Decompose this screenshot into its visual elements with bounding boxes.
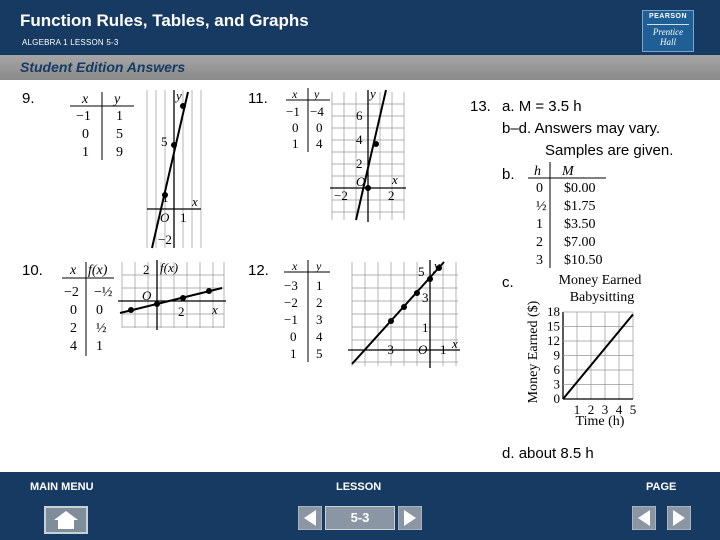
- problem-13-a: [502, 98, 582, 115]
- p9-tick: −2: [158, 232, 172, 247]
- p9-tick: 1: [180, 210, 187, 225]
- p11-tick: 2: [356, 156, 363, 171]
- p9-cell: 5: [116, 127, 123, 142]
- p12-cell: −2: [284, 295, 298, 310]
- p13-cell: $10.50: [564, 253, 603, 268]
- lesson-prev-button[interactable]: [298, 506, 322, 530]
- logo-divider: [647, 24, 689, 25]
- problem-11-label: 11.: [248, 90, 268, 107]
- problem-13-b-table: [526, 160, 616, 270]
- p12-axis-y: y: [434, 258, 440, 273]
- chart-y-tick-label: 9: [553, 347, 560, 363]
- p13-cell: $0.00: [564, 181, 596, 196]
- problem-13-label: 13.: [470, 98, 491, 115]
- problem-13-d: [502, 445, 594, 462]
- problem-12-graph: [348, 258, 460, 368]
- chart-title-line-2: Babysitting: [569, 290, 635, 305]
- p13-header-h: h: [534, 164, 541, 179]
- page-next-button[interactable]: [667, 506, 691, 530]
- chart-y-tick-label: 15: [547, 318, 560, 334]
- logo-top-text: PEARSON: [648, 13, 688, 20]
- p10-cell: ½: [96, 321, 107, 336]
- chart-title-line-1: Money Earned: [558, 273, 642, 288]
- problem-9-graph: [147, 88, 201, 248]
- chart-x-tick-label: 3: [601, 402, 609, 417]
- p13-a-prefix: a.: [502, 98, 515, 115]
- p9-cell: −1: [76, 109, 91, 124]
- p11-cell: −1: [286, 104, 300, 119]
- header-bar: [0, 0, 720, 55]
- main-menu-label: MAIN MENU: [30, 481, 94, 493]
- p13-cell: $1.75: [564, 199, 596, 214]
- chart-y-tick-label: 18: [547, 304, 560, 319]
- p9-tick: 5: [161, 134, 168, 149]
- p12-cell: −3: [284, 278, 298, 293]
- problem-11-figure: [284, 86, 414, 226]
- p10-axis-x: x: [212, 302, 218, 317]
- p12-axis-x: x: [452, 336, 458, 351]
- p10-cell: 0: [70, 303, 77, 318]
- problem-11-graph: [330, 86, 406, 222]
- p13-cell: $7.00: [564, 235, 596, 250]
- p9-header-y: y: [114, 92, 121, 107]
- p11-axis-x: x: [392, 172, 398, 187]
- problem-9-table: [70, 92, 134, 160]
- problem-10-figure: [60, 258, 230, 358]
- p11-header-y: y: [314, 87, 320, 101]
- p13-cell: 2: [536, 235, 543, 250]
- p9-cell: 0: [82, 127, 89, 142]
- chart-y-tick-label: 6: [553, 362, 560, 377]
- p11-origin: O: [356, 174, 366, 189]
- problem-13-samples-note: Samples are given.: [545, 142, 674, 159]
- problem-10-graph: [118, 260, 226, 330]
- section-label: Student Edition Answers: [20, 59, 186, 75]
- p13-cell: $3.50: [564, 217, 596, 232]
- p11-cell: 0: [316, 120, 323, 135]
- p11-tick: 4: [356, 132, 363, 147]
- p10-tick: 2: [143, 262, 150, 277]
- problem-10-label: 10.: [22, 262, 43, 279]
- p10-header-x: x: [70, 263, 77, 278]
- page-title: Function Rules, Tables, and Graphs: [20, 11, 309, 30]
- problem-13-b-label: b.: [502, 166, 515, 183]
- p13-cell: 3: [536, 253, 543, 268]
- lesson-next-button[interactable]: [398, 506, 422, 530]
- p11-tick: 6: [356, 108, 363, 123]
- p13-header-m: M: [562, 164, 574, 179]
- home-icon: [46, 508, 86, 532]
- logo-bottom-text: [643, 27, 693, 47]
- p13-cell: 1: [536, 217, 543, 232]
- p11-tick: −2: [334, 188, 348, 203]
- p12-cell: 0: [290, 329, 297, 344]
- problem-13-c-label: c.: [502, 274, 514, 291]
- p11-header-x: x: [292, 87, 298, 101]
- p9-tick: 1: [162, 190, 169, 205]
- p10-cell: 4: [70, 339, 77, 354]
- problem-9-figure: [62, 88, 212, 253]
- chart-y-tick-label: 3: [553, 376, 560, 392]
- chart-x-tick-label: 5: [629, 402, 637, 417]
- p9-origin: O: [160, 210, 170, 225]
- p12-cell: 4: [316, 329, 323, 344]
- p11-tick: 2: [388, 188, 395, 203]
- chart-x-tick-label: 2: [587, 402, 595, 417]
- problem-12-table: [284, 259, 330, 362]
- p9-cell: 1: [116, 109, 123, 124]
- p12-tick: 1: [422, 320, 429, 335]
- p12-cell: 1: [290, 346, 297, 361]
- p13-cell: 0: [536, 181, 543, 196]
- problem-12-figure: [282, 258, 466, 370]
- chart-x-tick-label: 4: [615, 402, 623, 417]
- p12-tick: −3: [380, 342, 394, 357]
- chart-y-tick-label: 0: [553, 391, 560, 406]
- problem-13-bd-note: b–d. Answers may vary.: [502, 120, 661, 137]
- p9-cell: 9: [116, 145, 123, 160]
- chart-ticks: [547, 304, 636, 417]
- p10-axis-fx: f(x): [160, 260, 179, 275]
- p11-cell: 4: [316, 136, 323, 151]
- p10-origin: O: [142, 288, 152, 303]
- money-earned-chart: [520, 268, 660, 430]
- chart-y-tick-label: 12: [547, 333, 560, 348]
- problem-10-table: [62, 262, 114, 356]
- p10-cell: 2: [70, 321, 77, 336]
- chart-y-axis-label: Money Earned ($): [526, 300, 541, 404]
- logo-hall: Hall: [659, 37, 676, 47]
- p13-cell: ½: [536, 199, 547, 214]
- chart-series: [563, 314, 633, 399]
- p12-cell: 3: [316, 312, 323, 327]
- p12-header-x: x: [292, 259, 298, 273]
- p10-tick: 2: [178, 304, 185, 319]
- p13-a-equation: M = 3.5 h: [518, 98, 582, 115]
- lesson-number-button[interactable]: 5-3: [325, 506, 395, 530]
- p9-cell: 1: [82, 145, 89, 160]
- problem-9-label: 9.: [22, 90, 35, 107]
- p10-header-fx: f(x): [88, 263, 108, 278]
- p10-cell: −½: [94, 285, 113, 300]
- home-button[interactable]: [44, 506, 88, 534]
- chart-x-tick-label: 1: [573, 402, 581, 417]
- p12-tick: 5: [418, 264, 425, 279]
- p12-cell: 2: [316, 295, 323, 310]
- p10-cell: 1: [96, 339, 103, 354]
- chart-x-axis-label: Time (h): [575, 414, 625, 429]
- lesson-subtitle: ALGEBRA 1 LESSON 5-3: [22, 38, 119, 47]
- page-prev-button[interactable]: [632, 506, 656, 530]
- p12-tick: 3: [422, 290, 429, 305]
- p11-cell: 0: [292, 120, 299, 135]
- p11-axis-y: y: [370, 86, 376, 101]
- p12-tick: 1: [440, 342, 447, 357]
- logo-prentice: Prentice: [652, 27, 684, 37]
- problem-12-label: 12.: [248, 262, 269, 279]
- p12-header-y: y: [316, 259, 322, 273]
- problem-11-table: [286, 87, 330, 152]
- p9-axis-x: x: [192, 194, 198, 209]
- section-bar: [0, 55, 720, 80]
- chart-series-line: [563, 314, 633, 399]
- lesson-label: LESSON: [336, 481, 382, 493]
- p10-cell: −2: [64, 285, 79, 300]
- pearson-logo: [642, 10, 694, 52]
- p12-cell: −1: [284, 312, 298, 327]
- p13-d-answer: about 8.5 h: [518, 445, 594, 462]
- page-label: PAGE: [646, 481, 677, 493]
- p11-cell: 1: [292, 136, 299, 151]
- p12-origin: O: [418, 342, 428, 357]
- p13-d-label: d.: [502, 445, 515, 462]
- p9-header-x: x: [82, 92, 89, 107]
- p12-cell: 5: [316, 346, 323, 361]
- p10-cell: 0: [96, 303, 103, 318]
- p12-cell: 1: [316, 278, 323, 293]
- p9-axis-y: y: [176, 88, 182, 103]
- p11-cell: −4: [310, 104, 324, 119]
